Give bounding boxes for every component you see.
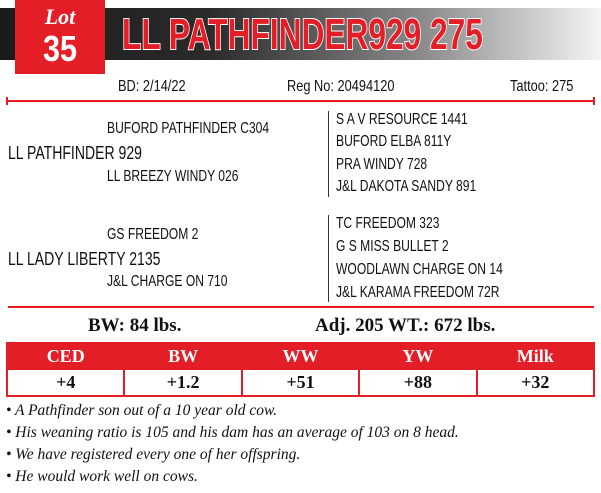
- epd-header-row: [7, 343, 594, 369]
- birth-weight: BW: 84 lbs.: [88, 315, 182, 336]
- epd-value-milk: +32: [477, 369, 594, 396]
- epd-value-bw: +1.2: [124, 369, 241, 396]
- dam-ancestor-3: WOODLAWN CHARGE ON 14: [336, 261, 503, 278]
- epd-value-row: [7, 369, 594, 396]
- pedigree-bracket-sire: [328, 111, 329, 197]
- epd-table: [6, 342, 595, 397]
- sire-sire: BUFORD PATHFINDER C304: [107, 120, 270, 137]
- note-item: • His weaning ratio is 105 and his dam has an average of 103 on 8 head.: [6, 424, 459, 441]
- dam-sire: GS FREEDOM 2: [107, 226, 199, 243]
- dam-ancestor-1: TC FREEDOM 323: [336, 215, 440, 232]
- note-item: • A Pathfinder son out of a 10 year old cow.: [6, 402, 278, 419]
- epd-header-milk: Milk: [477, 343, 594, 369]
- divider-cap-left: [6, 97, 8, 105]
- birth-date: BD: 2/14/22: [118, 78, 186, 95]
- dam-name: LL LADY LIBERTY 2135: [8, 249, 161, 269]
- sire-ancestor-4: J&L DAKOTA SANDY 891: [336, 178, 477, 195]
- epd-value-ww: +51: [242, 369, 359, 396]
- sire-dam: LL BREEZY WINDY 026: [107, 168, 239, 185]
- note-item: • We have registered every one of her offspring.: [6, 446, 301, 463]
- dam-ancestor-2: G S MISS BULLET 2: [336, 238, 449, 255]
- notes-list: [6, 400, 596, 488]
- tattoo: Tattoo: 275: [510, 78, 574, 95]
- dam-dam: J&L CHARGE ON 710: [107, 273, 228, 290]
- info-row: [0, 78, 601, 98]
- epd-header-bw: BW: [124, 343, 241, 369]
- adjusted-205-weight: Adj. 205 WT.: 672 lbs.: [315, 315, 496, 336]
- epd-value-yw: +88: [359, 369, 476, 396]
- sire-ancestor-1: S A V RESOURCE 1441: [336, 111, 468, 128]
- registration-number: Reg No: 20494120: [287, 78, 395, 95]
- epd-header-yw: YW: [359, 343, 476, 369]
- divider-top: [8, 100, 594, 102]
- note-item: • He would work well on cows.: [6, 468, 198, 485]
- epd-header-ced: CED: [7, 343, 124, 369]
- dam-ancestor-4: J&L KARAMA FREEDOM 72R: [336, 284, 500, 301]
- sire-ancestor-3: PRA WINDY 728: [336, 156, 428, 173]
- pedigree-bracket-dam: [328, 215, 329, 302]
- lot-number: 35: [42, 28, 78, 69]
- lot-label: Lot: [44, 4, 76, 29]
- divider-middle: [8, 306, 594, 308]
- divider-cap-right: [593, 97, 595, 105]
- epd-header-ww: WW: [242, 343, 359, 369]
- animal-name: LL PATHFINDER929 275: [122, 10, 483, 59]
- lot-badge: [15, 0, 105, 74]
- sire-name: LL PATHFINDER 929: [8, 143, 142, 163]
- sire-ancestor-2: BUFORD ELBA 811Y: [336, 133, 452, 150]
- epd-value-ced: +4: [7, 369, 124, 396]
